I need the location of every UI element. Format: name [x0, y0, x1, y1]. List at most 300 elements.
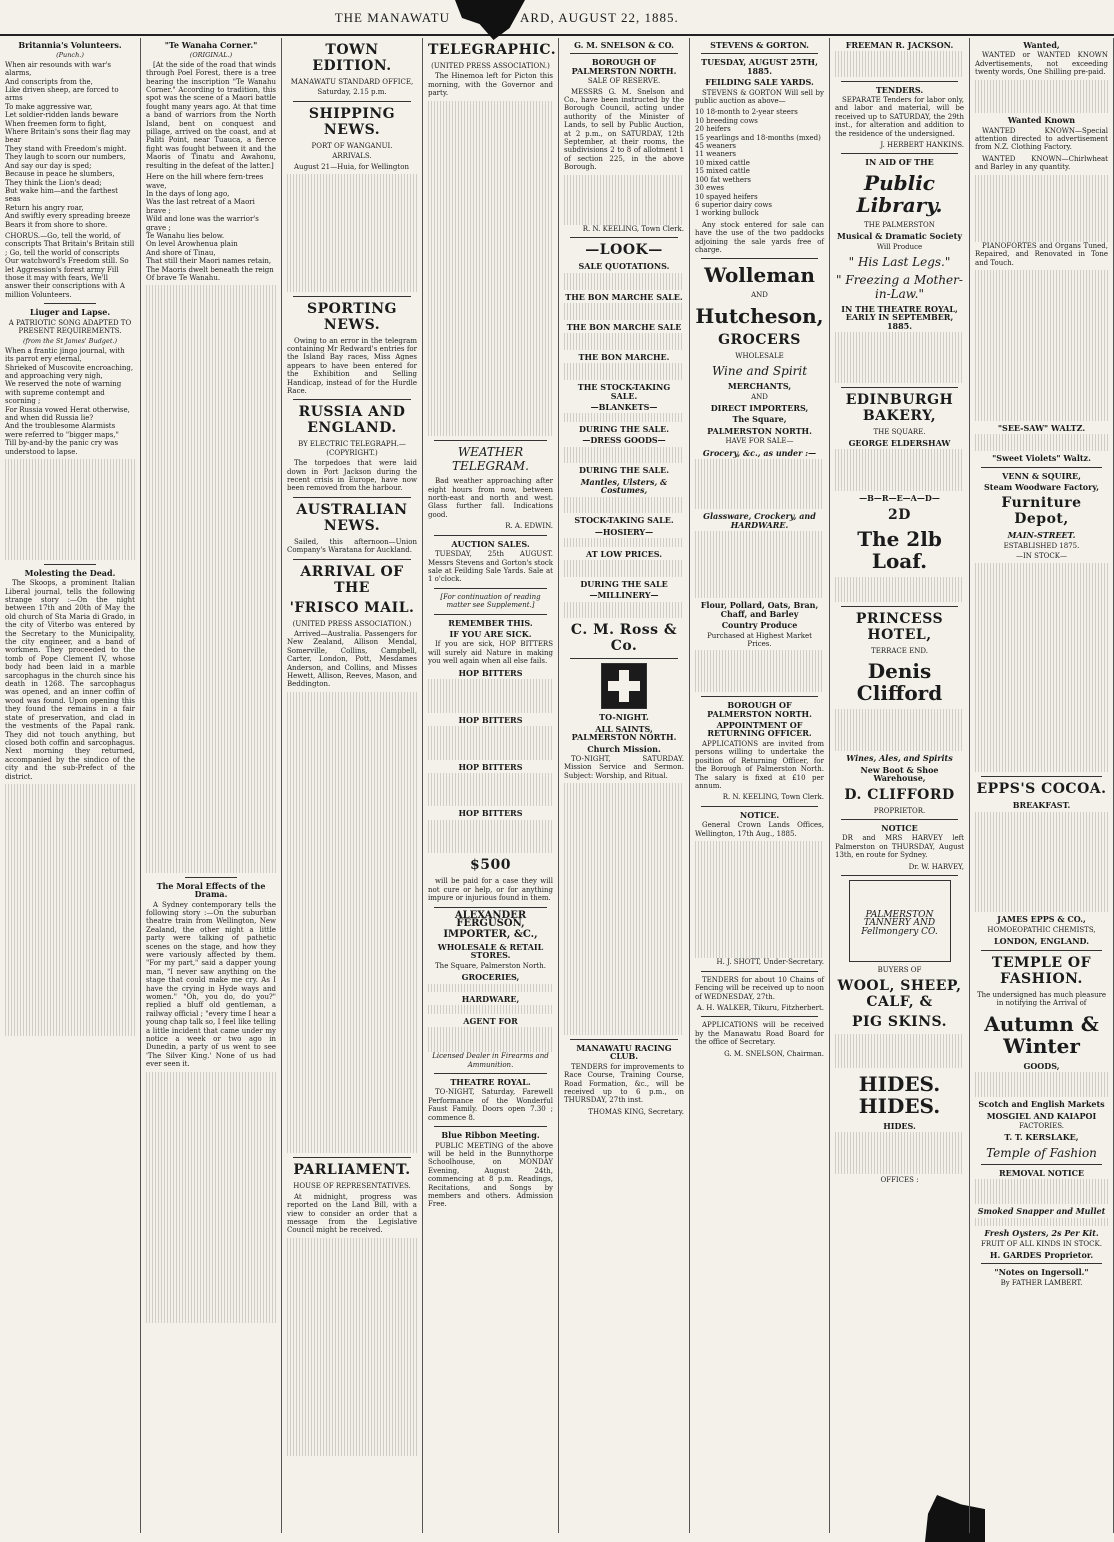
text-filler	[975, 739, 1108, 747]
divider	[701, 806, 818, 807]
text-filler	[287, 709, 417, 717]
text-filler	[428, 828, 553, 836]
text-filler	[564, 447, 684, 455]
article-text: The undersigned has much pleasure in notifying the Arrival of	[976, 990, 1107, 1008]
text-filler	[975, 605, 1108, 613]
text-filler	[975, 621, 1108, 629]
text-filler	[975, 854, 1108, 862]
subheadline: (UNITED PRESS ASSOCIATION.)	[292, 619, 412, 628]
headline: WOOL, SHEEP, CALF, &	[837, 978, 962, 1011]
poem-text: Here on the hill where fern-trees wave, In the days of long ago, Was the last retreat of a Maori brave ; Wild and lone was the warrior's grave ; Te Wanahu lies below. On level Arowhenua plain And shore of Tinau, That still their Maori names retain, The Maoris dwelt beneath the reign Of brave Te Wanahu.	[146, 173, 274, 282]
text-filler	[287, 767, 417, 775]
subheadline: ESTABLISHED 1875.	[1003, 541, 1080, 550]
headline: The Moral Effects of the Drama.	[156, 880, 266, 900]
text-filler	[146, 1181, 276, 1189]
headline: Smoked Snapper and Mullet	[977, 1206, 1106, 1217]
text-filler	[564, 333, 684, 341]
text-filler	[975, 1188, 1108, 1196]
divider	[293, 101, 411, 102]
text-filler	[146, 621, 276, 629]
text-filler	[5, 1010, 135, 1018]
signature: R. N. KEELING, Town Clerk.	[582, 225, 684, 234]
headline: FEILDING SALE YARDS.	[705, 77, 814, 88]
text-filler	[975, 354, 1108, 362]
text-filler	[835, 1132, 964, 1140]
play-title: " Freezing a Mother-in-Law."	[836, 273, 963, 302]
article-text: The Skoops, a prominent Italian Liberal journal, tells the following strange story :—On the night between 17th and 20th of May the old church of Sta Maria di Grado, in the city of Viterbo was entered by the Secretary to the Municipality, the city engineer, and a band of workmen. They proceeded to the tomb of Pope Clement IV, whose body had been laid in a marble sarcophagus in the church since his death in 1268. The sarcophagus was opened, and an inner coffin of wood was found. Upon opening this they found the remains in a fair state of preservation, and clad in the vestments of the Papal rank. They did not touch anything, but closed both coffin and sarcophagus. Next morning they returned, accompanied by the sindico of the city and the sub-Prefect of the district.	[5, 579, 135, 781]
text-filler	[835, 1034, 964, 1042]
text-filler	[146, 764, 276, 772]
subheadline: OFFICES :	[880, 1176, 919, 1185]
divider	[981, 776, 1102, 777]
column-2	[141, 38, 282, 1533]
article-text: At midnight, progress was reported on the Land Bill, with a view to consider an order that a message from the Legislative Council might be received.	[287, 1192, 417, 1235]
section-label: AGENT FOR	[463, 1015, 518, 1026]
article-text: Any stock entered for sale can have the use of the two paddocks adjoining the sale yards free of charge.	[695, 220, 824, 254]
text-filler	[564, 610, 684, 618]
article-text: STEVENS & GORTON Will sell by public auction as above—	[695, 88, 824, 106]
text-filler	[146, 378, 276, 386]
text-filler	[428, 845, 553, 853]
text-filler	[975, 1218, 1108, 1226]
subheadline: THE PALMERSTON	[864, 220, 935, 229]
text-filler	[146, 697, 276, 705]
text-filler	[564, 859, 684, 867]
text-filler	[428, 428, 553, 436]
text-filler	[428, 235, 553, 243]
text-filler	[835, 357, 964, 365]
text-filler	[428, 252, 553, 260]
text-filler	[287, 843, 417, 851]
headline: Church Mission.	[587, 743, 661, 754]
advertiser-title: Temple of Fashion	[986, 1145, 1097, 1160]
licence-note: Licensed Dealer in Firearms and Ammunition.	[432, 1052, 549, 1069]
text-filler	[428, 218, 553, 226]
text-filler	[695, 849, 824, 857]
headline: IF YOU ARE SICK.	[449, 628, 532, 639]
text-filler	[975, 1089, 1108, 1097]
text-filler	[287, 1297, 417, 1305]
article-text: APPLICATIONS are invited from persons willing to undertake the position of Returning Officer, for the Borough of Palmerston North. The salary is fixed at £10 per annum.	[695, 739, 824, 790]
text-filler	[146, 613, 276, 621]
sale-heading: THE BON MARCHE.	[578, 352, 670, 362]
text-filler	[428, 294, 553, 302]
text-filler	[287, 969, 417, 977]
text-filler	[287, 1061, 417, 1069]
text-filler	[428, 394, 553, 402]
divider	[701, 258, 818, 259]
text-filler	[695, 883, 824, 891]
text-filler	[975, 638, 1108, 646]
text-filler	[146, 520, 276, 528]
text-filler	[146, 1088, 276, 1096]
text-filler	[287, 1078, 417, 1086]
text-filler	[428, 268, 553, 276]
headline: HIDES.	[883, 1120, 916, 1131]
column-1	[0, 38, 141, 1533]
text-filler	[835, 68, 964, 76]
subheadline: A PATRIOTIC SONG ADAPTED TO PRESENT REQUIREMENTS.	[8, 318, 132, 335]
divider	[570, 658, 678, 659]
text-filler	[287, 960, 417, 968]
text-filler	[428, 419, 553, 427]
text-filler	[975, 630, 1108, 638]
headline: Musical & Dramatic Society	[837, 231, 962, 242]
text-filler	[5, 977, 135, 985]
text-filler	[564, 1001, 684, 1009]
divider	[570, 237, 678, 238]
divider	[434, 588, 547, 589]
text-filler	[975, 1072, 1108, 1080]
text-filler	[695, 484, 824, 492]
advertiser-name: STEVENS & GORTON.	[710, 40, 809, 50]
headline: PARLIAMENT.	[293, 1162, 411, 1179]
sale-heading: THE STOCK-TAKING SALE.	[577, 382, 671, 401]
text-filler	[287, 742, 417, 750]
headline: 2D	[888, 506, 911, 523]
subheadline: PORT OF WANGANUI.	[311, 141, 393, 150]
text-filler	[695, 582, 824, 590]
text-filler	[5, 1027, 135, 1035]
text-filler	[287, 208, 417, 216]
text-filler	[146, 755, 276, 763]
sale-heading: DURING THE SALE.	[578, 423, 670, 434]
subheadline: PROPRIETOR.	[873, 806, 926, 815]
text-filler	[695, 573, 824, 581]
text-filler	[146, 705, 276, 713]
text-filler	[428, 726, 553, 734]
advertiser-name: H. GARDES Proprietor.	[989, 1249, 1094, 1260]
conjunction: AND	[751, 291, 768, 300]
text-filler	[287, 1036, 417, 1044]
text-filler	[5, 551, 135, 559]
text-filler	[428, 159, 553, 167]
text-filler	[146, 822, 276, 830]
text-filler	[287, 1111, 417, 1119]
text-filler	[146, 1080, 276, 1088]
article-text: SEPARATE Tenders for labor only, and labor and material, will be received up to SATURDAY, the 29th inst., for alteration and addition to the residence of the undersigned.	[835, 95, 964, 138]
text-filler	[5, 535, 135, 543]
text-filler	[287, 250, 417, 258]
sale-date: TUESDAY, AUGUST 25TH, 1885.	[701, 57, 818, 76]
headline: "Notes on Ingersoll."	[994, 1267, 1089, 1278]
text-filler	[695, 841, 824, 849]
text-filler	[287, 751, 417, 759]
text-filler	[695, 565, 824, 573]
headline: APPOINTMENT OF RETURNING OFFICER.	[707, 720, 812, 739]
article-text: Bad weather approaching after eight hours from now, between north-east and north and west. Glass further fall. Indications good.	[428, 477, 553, 519]
text-filler	[564, 497, 684, 505]
text-filler	[287, 1305, 417, 1313]
headline: AUCTION SALES.	[451, 538, 530, 549]
text-filler	[564, 901, 684, 909]
text-filler	[287, 818, 417, 826]
text-filler	[564, 1010, 684, 1018]
text-filler	[428, 336, 553, 344]
article-text: General Crown Lands Offices, Wellington, 17th Aug., 1885.	[695, 821, 824, 838]
text-filler	[428, 1027, 553, 1035]
divider	[434, 907, 547, 908]
text-filler	[975, 879, 1108, 887]
text-filler	[146, 789, 276, 797]
subheadline: Glassware, Crockery, and HARDWARE.	[703, 511, 816, 530]
text-filler	[146, 428, 276, 436]
address: LONDON, ENGLAND.	[993, 936, 1089, 947]
article-text: Sailed, this afternoon—Union Company's Waratana for Auckland.	[287, 537, 417, 555]
text-filler	[975, 655, 1108, 663]
masthead	[0, 0, 1114, 36]
text-filler	[564, 273, 684, 281]
sale-heading: —BLANKETS—	[590, 402, 658, 412]
text-filler	[975, 730, 1108, 738]
text-filler	[5, 943, 135, 951]
conjunction: AND	[751, 392, 768, 401]
text-filler	[428, 310, 553, 318]
text-filler	[695, 925, 824, 933]
text-filler	[564, 281, 684, 289]
text-filler	[5, 876, 135, 884]
advertiser-name: C. M. Ross & Co.	[570, 622, 678, 655]
text-filler	[695, 590, 824, 598]
divider	[701, 971, 818, 972]
text-filler	[564, 1027, 684, 1035]
advertiser-name: FREEMAN R. JACKSON.	[845, 40, 954, 50]
sale-heading: —DRESS GOODS—	[582, 435, 666, 446]
subheadline: By FATHER LAMBERT.	[1000, 1278, 1083, 1287]
text-filler	[564, 817, 684, 825]
advertiser-title: Steam Woodware Factory,	[984, 482, 1099, 492]
headline: BREAKFAST.	[1012, 800, 1071, 811]
article-text: WANTED or WANTED KNOWN Advertisements, not exceeding twenty words, One Shilling pre-paid.	[975, 51, 1108, 77]
text-filler	[5, 826, 135, 834]
headline: TO-NIGHT.	[599, 712, 649, 723]
text-filler	[428, 369, 553, 377]
text-filler	[5, 960, 135, 968]
text-filler	[428, 734, 553, 742]
text-filler	[975, 434, 1108, 442]
text-filler	[5, 484, 135, 492]
text-filler	[428, 185, 553, 193]
article-text: MESSRS G. M. Snelson and Co., have been instructed by the Borough Council, acting under authority of the Minister of Lands, to sell by Public Auction, at 2 p.m., on SATURDAY, 12th September, at their rooms, the subdivisions 2 to 8 of allotment 1 of section 225, in the above Borough.	[564, 87, 684, 172]
text-filler	[287, 199, 417, 207]
text-filler	[146, 1122, 276, 1130]
text-filler	[146, 344, 276, 352]
subheadline: MANAWATU STANDARD OFFICE,	[290, 78, 414, 86]
headline: Blue Ribbon Meeting.	[441, 1130, 540, 1141]
subheadline: Grocery, &c., as under :—	[702, 447, 817, 458]
text-filler	[287, 952, 417, 960]
text-filler	[428, 260, 553, 268]
text-filler	[287, 1044, 417, 1052]
text-filler	[835, 718, 964, 726]
text-filler	[428, 226, 553, 234]
text-filler	[428, 820, 553, 828]
sale-heading: DURING THE SALE	[580, 578, 668, 589]
text-filler	[975, 233, 1108, 241]
text-filler	[695, 476, 824, 484]
headline: TOWN EDITION.	[312, 42, 392, 74]
text-filler	[146, 353, 276, 361]
text-filler	[564, 800, 684, 808]
text-filler	[5, 834, 135, 842]
advertiser-title: Furniture Depot,	[1001, 495, 1082, 528]
text-filler	[146, 604, 276, 612]
venue: IN THE THEATRE ROYAL, EARLY IN SEPTEMBER, 1885.	[841, 304, 958, 331]
divider	[293, 296, 411, 297]
text-filler	[287, 1364, 417, 1372]
advertiser-name: EDINBURGH BAKERY,	[845, 391, 954, 424]
text-filler	[146, 1164, 276, 1172]
text-filler	[287, 1095, 417, 1103]
text-filler	[835, 458, 964, 466]
text-filler	[975, 175, 1108, 183]
text-filler	[146, 403, 276, 411]
text-filler	[287, 233, 417, 241]
text-filler	[287, 910, 417, 918]
text-filler	[146, 1072, 276, 1080]
text-filler	[287, 1431, 417, 1439]
divider	[841, 875, 958, 876]
reward-amount: $500	[470, 857, 511, 874]
text-filler	[146, 478, 276, 486]
text-filler	[695, 459, 824, 467]
text-filler	[5, 543, 135, 551]
headline: BOROUGH OF PALMERSTON NORTH.	[707, 700, 812, 719]
advertiser-name: T. T. KERSLAKE,	[1004, 1132, 1079, 1143]
divider	[841, 387, 958, 388]
text-filler	[975, 647, 1108, 655]
divider	[701, 1016, 818, 1017]
text-filler	[564, 363, 684, 371]
text-filler	[146, 1239, 276, 1247]
text-filler	[564, 303, 684, 311]
address: The Square, Palmerston North.	[435, 961, 546, 970]
text-filler	[835, 743, 964, 751]
article-text: TENDERS for improvements to Race Course, Training Course, Road Formation, &c., will be received up to 6 p.m., on THURSDAY, 27th inst.	[564, 1062, 684, 1105]
text-filler	[695, 540, 824, 548]
sale-heading: —MILLINERY—	[589, 590, 659, 601]
text-filler	[287, 1448, 417, 1456]
text-filler	[287, 1406, 417, 1414]
tannery-logo	[849, 880, 951, 962]
text-filler	[146, 688, 276, 696]
text-filler	[287, 1128, 417, 1136]
text-filler	[287, 1330, 417, 1338]
text-filler	[428, 285, 553, 293]
text-filler	[564, 884, 684, 892]
text-filler	[695, 942, 824, 950]
text-filler	[695, 556, 824, 564]
headline: NOTICE.	[739, 809, 780, 820]
subheadline: SALE QUOTATIONS.	[578, 261, 670, 272]
text-filler	[564, 602, 684, 610]
text-filler	[287, 1288, 417, 1296]
product-name: HOP BITTERS	[458, 714, 523, 725]
text-filler	[564, 200, 684, 208]
text-filler	[287, 1086, 417, 1094]
text-filler	[287, 977, 417, 985]
text-filler	[695, 866, 824, 874]
text-filler	[975, 680, 1108, 688]
section-label: HARDWARE,	[461, 993, 520, 1004]
text-filler	[695, 875, 824, 883]
text-filler	[975, 80, 1108, 88]
text-filler	[428, 704, 553, 712]
text-filler	[287, 1380, 417, 1388]
signature: A. H. WALKER, Tikuru, Fitzherbert.	[696, 1004, 824, 1013]
article-text: TUESDAY, 25th AUGUST. Messrs Stevens and Gorton's stock sale at Feilding Sale Yards. Sale at 1 o'clock.	[428, 550, 553, 584]
headline: "Te Wanaha Corner."	[164, 40, 258, 50]
text-filler	[835, 1166, 964, 1174]
text-filler	[975, 287, 1108, 295]
text-filler	[146, 638, 276, 646]
text-filler	[975, 295, 1108, 303]
headline: AUSTRALIAN NEWS.	[296, 501, 408, 534]
text-filler	[428, 243, 553, 251]
text-filler	[146, 336, 276, 344]
text-filler	[428, 134, 553, 142]
article-text: APPLICATIONS will be received by the Manawatu Road Board for the office of Secretary.	[695, 1021, 824, 1047]
text-filler	[287, 860, 417, 868]
text-filler	[695, 684, 824, 692]
text-filler	[428, 344, 553, 352]
product-name: HOP BITTERS	[458, 808, 523, 819]
text-filler	[5, 969, 135, 977]
text-filler	[564, 917, 684, 925]
text-filler	[5, 994, 135, 1002]
text-filler	[564, 808, 684, 816]
headline: PIG SKINS.	[851, 1014, 947, 1031]
text-filler	[287, 1255, 417, 1263]
text-filler	[695, 650, 824, 658]
headline: GOODS,	[1023, 1060, 1060, 1071]
headline: MOSGIEL AND KAIAPOI	[986, 1110, 1097, 1121]
text-filler	[975, 747, 1108, 755]
text-filler	[975, 613, 1108, 621]
text-filler	[975, 871, 1108, 879]
text-filler	[975, 688, 1108, 696]
text-filler	[287, 784, 417, 792]
text-filler	[146, 554, 276, 562]
text-filler	[146, 394, 276, 402]
text-filler	[287, 935, 417, 943]
headline: —LOOK—	[585, 242, 663, 259]
text-filler	[146, 327, 276, 335]
text-filler	[835, 1043, 964, 1051]
headline: "Sweet Violets" Waltz.	[992, 453, 1091, 464]
text-filler	[835, 332, 964, 340]
headline: REMEMBER THIS.	[448, 617, 533, 628]
subheadline: Purchased at Highest Market Prices.	[707, 631, 812, 648]
divider	[434, 1126, 547, 1127]
text-filler	[428, 109, 553, 117]
divider	[841, 819, 958, 820]
text-filler	[146, 722, 276, 730]
article-text: TO-NIGHT, Saturday, Farewell Performance of the Wonderful Faust Family. Doors open 7.30 ; commence 8.	[428, 1088, 553, 1122]
divider	[434, 535, 547, 536]
headline: "SEE-SAW" WALTZ.	[997, 423, 1086, 433]
text-filler	[287, 759, 417, 767]
text-filler	[287, 224, 417, 232]
advertiser-name: PRINCESS HOTEL,	[855, 610, 944, 643]
text-filler	[287, 851, 417, 859]
headline: REMOVAL NOTICE	[998, 1167, 1085, 1178]
article-text: will be paid for a case they will not cure or help, or for anything impure or injurious found in them.	[428, 877, 553, 903]
text-filler	[564, 976, 684, 984]
divider	[44, 303, 96, 304]
text-filler	[146, 1248, 276, 1256]
text-filler	[287, 809, 417, 817]
